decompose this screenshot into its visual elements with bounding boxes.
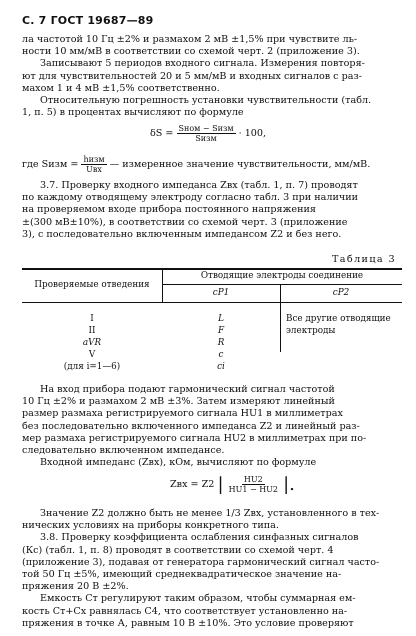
formula-bar-right: |. bbox=[283, 474, 295, 495]
table-col-header: Проверяемые отведения bbox=[34, 280, 150, 290]
table-cell-cp2: электроды bbox=[286, 326, 336, 336]
table-group-rule bbox=[162, 284, 402, 285]
text-line: размер размаха регистрируемого сигнала HU1 в миллиметрах bbox=[22, 408, 343, 420]
formula-lhs: Zвх = Z2 bbox=[170, 479, 215, 490]
table-header-rule bbox=[22, 302, 402, 303]
text-line: следовательно включенном импедансе. bbox=[22, 445, 225, 457]
text-line: пряжения в точке А, равным 10 В ±10%. Это условие проверяют bbox=[22, 617, 354, 629]
text-line: Значение Z2 должно быть не менее 1/3 Zвх, установленного в тех- bbox=[40, 508, 380, 519]
formula-rhs: · 100, bbox=[238, 128, 267, 139]
text-line: махом 1 и 4 мВ ±1,5% соответственно. bbox=[22, 82, 220, 94]
table-cell-lead: aVR bbox=[82, 338, 102, 348]
text-line: на проверяемом входе прибора постоянного напряжения bbox=[22, 204, 316, 216]
formula-denominator: Sизм bbox=[195, 134, 217, 143]
formula-sensitivity-error bbox=[150, 124, 266, 143]
text-line: Входной импеданс (Zвх), кОм, вычисляют по формуле bbox=[40, 457, 317, 469]
text-line: той 50 Гц ±5%, имеющий среднеквадратическое значение на- bbox=[22, 569, 342, 581]
where-denominator: Uвх bbox=[86, 165, 102, 174]
table-cell-lead: (для i=1—6) bbox=[63, 362, 121, 372]
text-line: нических условиях на приборы конкретного типа. bbox=[22, 520, 279, 532]
text-line: по каждому отводящему электроду согласно табл. 3 при наличии bbox=[22, 192, 358, 204]
where-numerator: hизм bbox=[83, 155, 105, 164]
text-line: 3.7. Проверку входного импеданса Zвх (табл. 1, п. 7) проводят bbox=[40, 180, 358, 191]
table-cell-lead: V bbox=[88, 350, 96, 360]
table-cell-cp1: c bbox=[218, 350, 224, 360]
formula-bar-left: | bbox=[217, 474, 224, 495]
table-caption: Таблица 3 bbox=[331, 254, 396, 265]
text-line: ности 10 мм/мВ в соответствии со схемой черт. 2 (приложение 3). bbox=[22, 46, 360, 58]
text-line: без последовательно включенного импеданса Z2 и линейный раз- bbox=[22, 420, 360, 432]
table-cell-lead: II bbox=[88, 326, 96, 336]
formula-denominator: HU1 − HU2 bbox=[228, 485, 278, 494]
text-line: пряжения 20 В ±2%. bbox=[22, 581, 129, 593]
text-line: (приложение 3), подавая от генератора гармонический сигнал часто- bbox=[22, 556, 380, 568]
text-line: ют для чувствительностей 20 и 5 мм/мВ и входных сигналов с раз- bbox=[22, 70, 362, 82]
where-definition bbox=[22, 155, 402, 174]
table-cell-cp1: R bbox=[217, 338, 225, 348]
table-top-rule bbox=[22, 268, 402, 270]
table-cell-lead: I bbox=[90, 314, 94, 324]
text-line: ла частотой 10 Гц ±2% и размахом 2 мВ ±1,5% при чувствите ль- bbox=[22, 34, 358, 45]
table-subheader-cp2: сP2 bbox=[332, 288, 350, 298]
paragraph-block-4 bbox=[22, 508, 400, 630]
page-header: С. 7 ГОСТ 19687—89 bbox=[22, 14, 154, 27]
table-3 bbox=[22, 268, 402, 382]
paragraph-block-3 bbox=[22, 384, 400, 469]
table-cell-cp2: Все другие отводящие bbox=[286, 314, 391, 324]
text-line: мер размаха регистрируемого сигнала HU2 в миллиметрах при по- bbox=[22, 432, 367, 444]
text-line: 3.8. Проверку коэффициента ослабления синфазных сигналов bbox=[40, 532, 359, 544]
formula-numerator: Sном − Sизм bbox=[178, 124, 234, 133]
text-line: Емкость Ст регулируют таким образом, чтобы суммарная ем- bbox=[40, 593, 356, 605]
table-cell-cp1: L bbox=[218, 314, 224, 324]
text-line: Относительную погрешность установки чувствительности (табл. bbox=[40, 95, 372, 107]
text-line: 10 Гц ±2% и размахом 2 мВ ±3%. Затем измеряют линейный bbox=[22, 396, 335, 408]
table-subheader-cp1: сP1 bbox=[212, 288, 230, 298]
text-line: 3), с последовательно включенным импедансом Z2 и без него. bbox=[22, 228, 342, 240]
text-line: На вход прибора подают гармонический сигнал частотой bbox=[40, 384, 335, 395]
text-line: (Кс) (табл. 1, п. 8) проводят в соответствии со схемой черт. 4 bbox=[22, 544, 334, 556]
table-cell-cp1: F bbox=[217, 326, 225, 336]
formula-input-impedance bbox=[170, 474, 295, 495]
where-fraction bbox=[81, 155, 106, 174]
where-suffix: — измеренное значение чувствительности, мм/мВ. bbox=[109, 159, 371, 170]
formula-fraction bbox=[227, 475, 280, 494]
paragraph-block-1 bbox=[22, 34, 400, 119]
table-group-header: Отводящие электроды соединение bbox=[200, 271, 364, 281]
formula-numerator: HU2 bbox=[243, 475, 263, 484]
formula-lhs: δS = bbox=[150, 128, 174, 139]
paragraph-block-2 bbox=[22, 180, 400, 241]
table-cell-cp1: ci bbox=[217, 362, 225, 372]
where-prefix: где Sизм = bbox=[22, 159, 79, 170]
formula-fraction bbox=[177, 124, 236, 143]
text-line: Записывают 5 периодов входного сигнала. Измерения повторя- bbox=[40, 58, 365, 70]
text-line: 1, п. 5) в процентах вычисляют по формуле bbox=[22, 107, 244, 119]
text-line: кость Ст+Сх равнялась С4, что соответствует установленно на- bbox=[22, 605, 348, 617]
text-line: ±(300 мВ±10%), в соответствии со схемой черт. 3 (приложение bbox=[22, 216, 348, 228]
